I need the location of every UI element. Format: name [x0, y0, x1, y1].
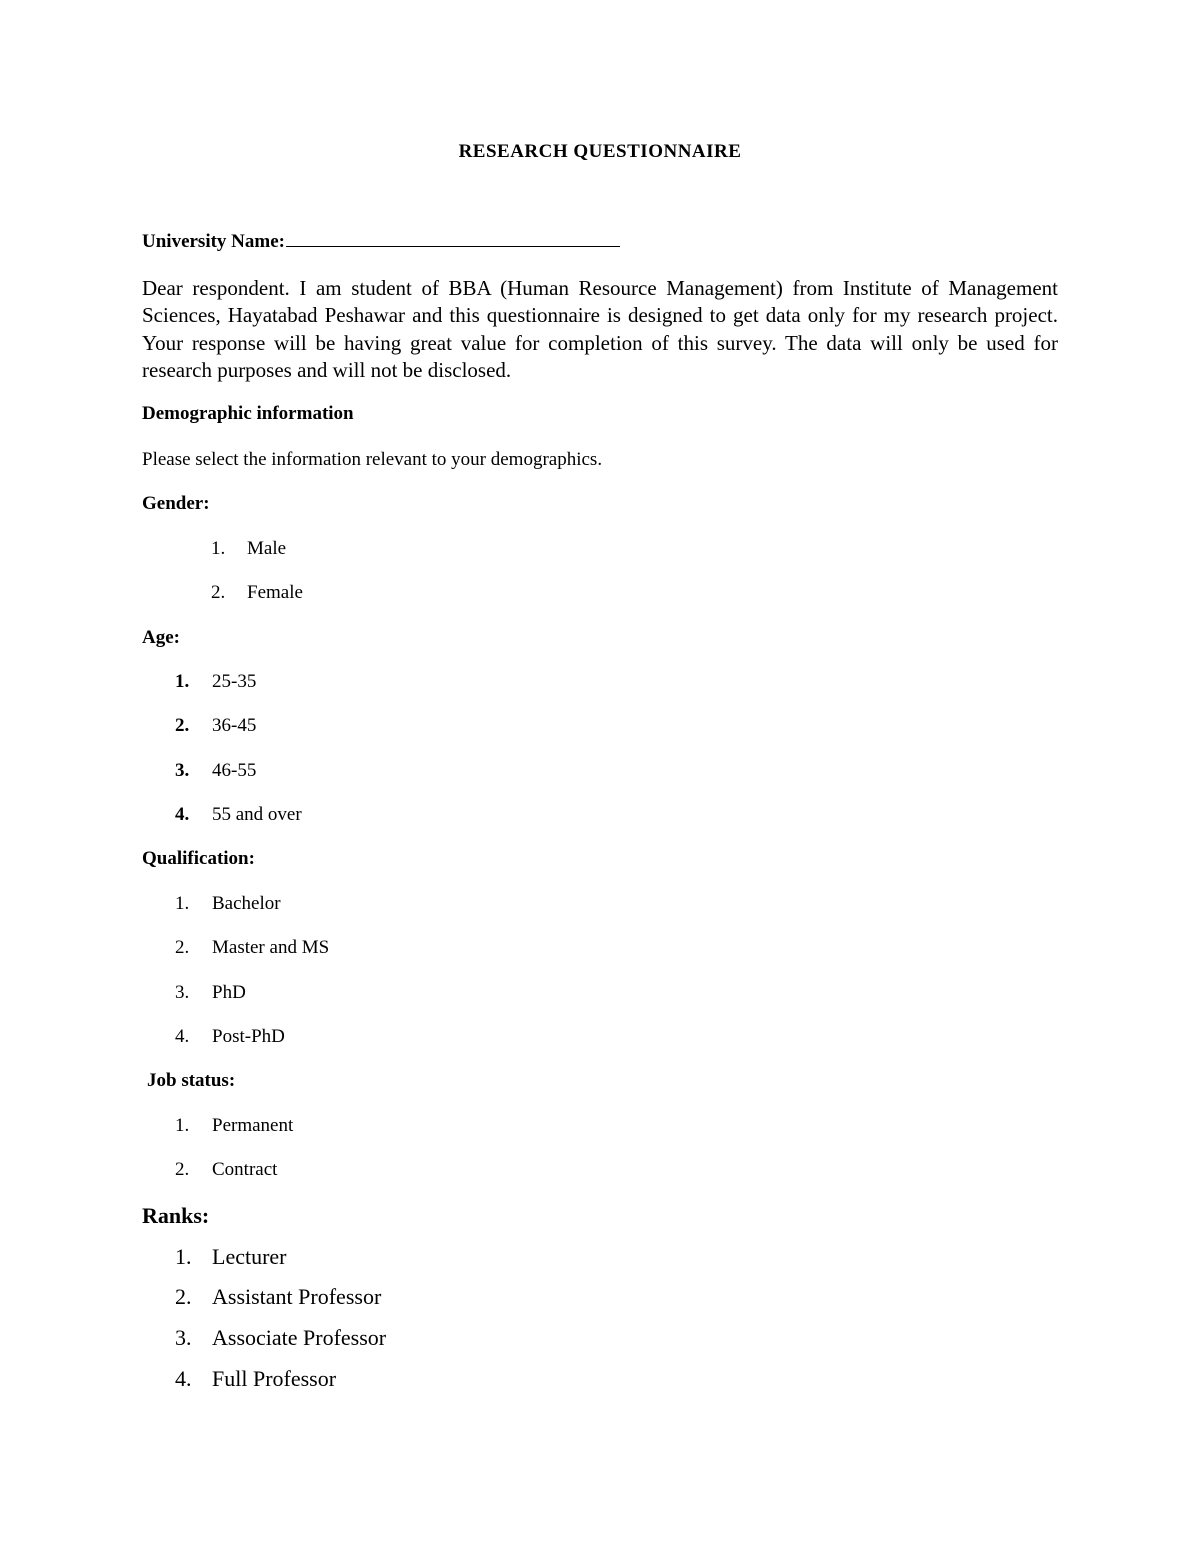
age-option-number: 1.: [175, 671, 190, 692]
age-option-number: 2.: [175, 715, 190, 736]
qualification-option-master[interactable]: Master and MS: [212, 937, 330, 958]
age-option-36-45[interactable]: 36-45: [212, 715, 257, 736]
gender-heading: Gender:: [142, 493, 210, 514]
gender-option-number: 2.: [211, 582, 226, 603]
rank-option-number: 3.: [175, 1325, 192, 1350]
intro-paragraph: Dear respondent. I am student of BBA (Human Resource Management) from Institute of Management Sciences, Hayatabad Peshawar and this questionnaire is designed to get data only for my research project. Your response will be having great value for completion of this survey. The data will only be used for research purposes and will not be disclosed.: [142, 276, 1058, 382]
job-status-option-contract[interactable]: Contract: [212, 1159, 278, 1180]
gender-option-male[interactable]: Male: [247, 538, 287, 559]
rank-option-number: 1.: [175, 1244, 192, 1269]
job-status-option-number: 1.: [175, 1115, 190, 1136]
qualification-option-number: 2.: [175, 937, 190, 958]
university-name-field: [142, 231, 620, 253]
age-option-25-35[interactable]: 25-35: [212, 671, 257, 692]
qualification-option-post-phd[interactable]: Post-PhD: [212, 1026, 285, 1047]
qualification-option-phd[interactable]: PhD: [212, 982, 246, 1003]
demographic-instruction: Please select the information relevant to your demographics.: [142, 449, 603, 470]
gender-option-number: 1.: [211, 538, 226, 559]
rank-option-number: 2.: [175, 1284, 192, 1309]
rank-option-number: 4.: [175, 1366, 192, 1391]
age-option-number: 3.: [175, 760, 190, 781]
rank-option-assistant-professor[interactable]: Assistant Professor: [212, 1284, 382, 1309]
age-heading: Age:: [142, 627, 180, 648]
qualification-option-number: 1.: [175, 893, 190, 914]
age-option-46-55[interactable]: 46-55: [212, 760, 257, 781]
qualification-option-number: 4.: [175, 1026, 190, 1047]
age-option-number: 4.: [175, 804, 190, 825]
qualification-option-bachelor[interactable]: Bachelor: [212, 893, 281, 914]
rank-option-full-professor[interactable]: Full Professor: [212, 1366, 337, 1391]
job-status-heading: Job status:: [147, 1070, 236, 1091]
university-name-blank-line[interactable]: [286, 246, 620, 247]
job-status-option-permanent[interactable]: Permanent: [212, 1115, 294, 1136]
job-status-option-number: 2.: [175, 1159, 190, 1180]
university-name-label: University Name:: [142, 231, 285, 252]
page-title: RESEARCH QUESTIONNAIRE: [458, 141, 742, 162]
gender-option-female[interactable]: Female: [247, 582, 303, 603]
demographic-heading: Demographic information: [142, 403, 354, 424]
ranks-heading: Ranks:: [142, 1203, 210, 1228]
qualification-heading: Qualification:: [142, 848, 255, 869]
age-option-55-and-over[interactable]: 55 and over: [212, 804, 302, 825]
rank-option-associate-professor[interactable]: Associate Professor: [212, 1325, 387, 1350]
rank-option-lecturer[interactable]: Lecturer: [212, 1244, 287, 1269]
qualification-option-number: 3.: [175, 982, 190, 1003]
